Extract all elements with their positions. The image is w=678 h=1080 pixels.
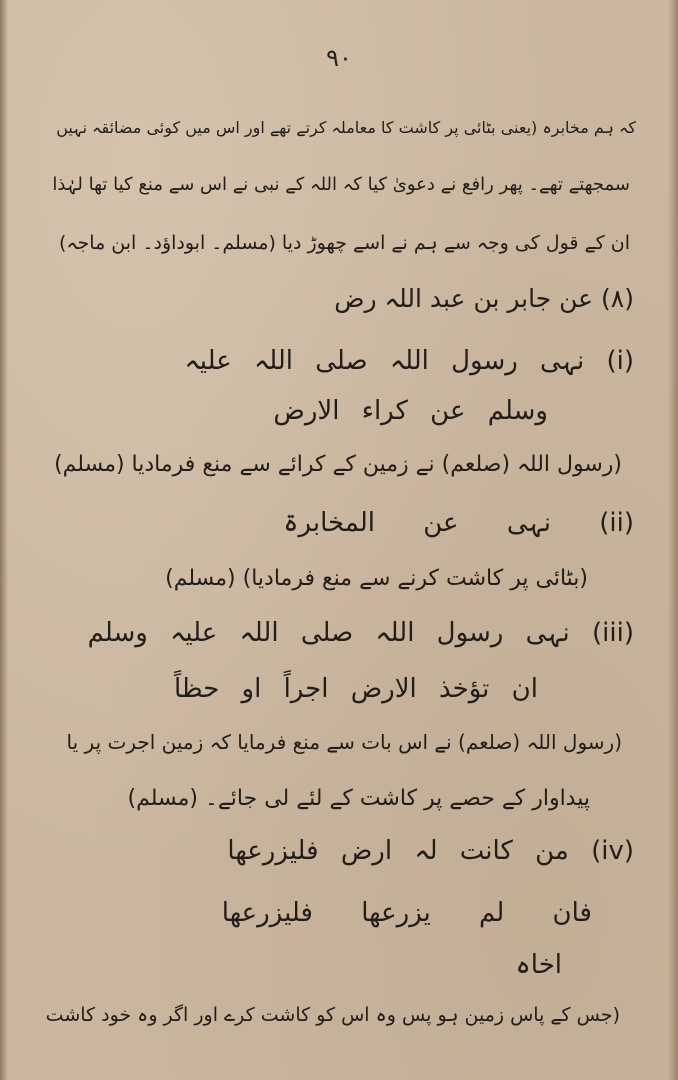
translation-line-5: (جس کے پاس زمین ہو پس وہ اس کو کاشت کرے اور اگر وہ خود کاشت — [45, 1004, 620, 1026]
arabic-line-7: فان لم یزرعھا فلیزرعھا — [221, 898, 592, 928]
arabic-line-2: وسلم عن کراء الارض — [273, 396, 548, 426]
arabic-line-1: (i) نہی رسول اللہ صلی اللہ علیہ — [184, 346, 634, 376]
text-line-1: کہ ہم مخابرہ (یعنی بٹائی پر کاشت کا معاملہ کرتے تھے اور اس میں کوئی مضائقہ نہیں — [56, 118, 636, 137]
translation-line-4: پیداوار کے حصے پر کاشت کے لئے لی جائے۔ (مسلم) — [127, 786, 590, 811]
translation-line-3: (رسول اللہ (صلعم) نے اس بات سے منع فرمایا کہ زمین اجرت پر یا — [66, 730, 622, 754]
arabic-line-5: ان تؤخذ الارض اجراً او حظاً — [173, 674, 538, 704]
arabic-line-6: (iv) من کانت لہ ارض فلیزرعھا — [227, 836, 634, 866]
arabic-line-8: اخاہ — [515, 950, 562, 980]
hadith-heading: (۸) عن جابر بن عبد اللہ رض — [334, 284, 634, 313]
arabic-line-4: (iii) نہی رسول اللہ صلی اللہ علیہ وسلم — [87, 618, 634, 648]
translation-line-1: (رسول اللہ (صلعم) نے زمین کے کرائے سے منع فرمادیا (مسلم) — [54, 452, 622, 477]
page-edge-shadow-left — [0, 0, 8, 1080]
text-line-2: سمجھتے تھے۔ پھر رافع نے دعویٰ کیا کہ اللہ کے نبی نے اس سے منع کیا تھا لہٰذا — [52, 174, 630, 195]
arabic-line-3: (ii) نہی عن المخابرۃ — [283, 508, 634, 538]
translation-line-2: (بٹائی پر کاشت کرنے سے منع فرمادیا) (مسلم) — [165, 566, 588, 591]
page-edge-shadow-right — [668, 0, 678, 1080]
page-number: ۹۰ — [326, 44, 352, 72]
text-line-3: ان کے قول کی وجہ سے ہم نے اسے چھوڑ دیا (مسلم۔ ابوداؤد۔ ابن ماجہ) — [58, 232, 630, 254]
